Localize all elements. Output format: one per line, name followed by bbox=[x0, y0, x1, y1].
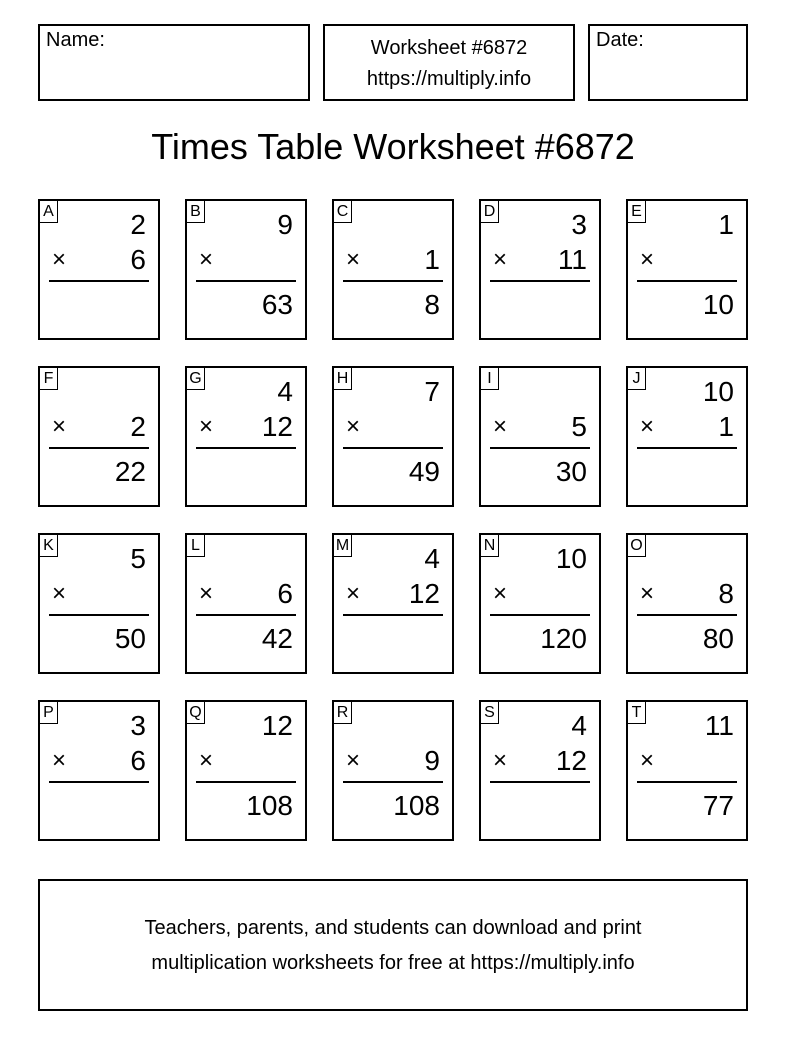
product: 108 bbox=[246, 790, 293, 821]
times-sign: × bbox=[493, 747, 508, 774]
date-label: Date: bbox=[596, 29, 644, 51]
multiplier: 6 bbox=[130, 244, 146, 275]
worksheet-info-box bbox=[323, 24, 575, 101]
answer-line bbox=[49, 447, 149, 449]
name-label: Name: bbox=[46, 29, 105, 51]
footer-box bbox=[38, 879, 748, 1011]
multiplicand: 10 bbox=[555, 543, 587, 574]
multiplier: 8 bbox=[718, 578, 734, 609]
problem-box bbox=[626, 533, 748, 674]
problem-letter: G bbox=[187, 368, 205, 390]
problem-box bbox=[185, 700, 307, 841]
answer-line bbox=[637, 781, 737, 783]
answer-line bbox=[343, 614, 443, 616]
answer-line bbox=[196, 447, 296, 449]
multiplier: 1 bbox=[718, 411, 734, 442]
footer-line-2: multiplication worksheets for free at https://multiply.info bbox=[151, 952, 635, 974]
problem-letter: P bbox=[40, 702, 58, 724]
problem-box bbox=[626, 366, 748, 507]
product: 63 bbox=[261, 289, 293, 320]
problem-box bbox=[332, 199, 454, 340]
problem-box bbox=[332, 533, 454, 674]
product: 77 bbox=[702, 790, 734, 821]
answer-line bbox=[49, 280, 149, 282]
product: 108 bbox=[393, 790, 440, 821]
times-sign: × bbox=[493, 580, 508, 607]
answer-line bbox=[343, 781, 443, 783]
product: 120 bbox=[540, 623, 587, 654]
answer-line bbox=[343, 280, 443, 282]
problem-letter: Q bbox=[187, 702, 205, 724]
problem-letter: H bbox=[334, 368, 352, 390]
times-sign: × bbox=[52, 413, 67, 440]
multiplier: 1 bbox=[424, 244, 440, 275]
multiplicand: 3 bbox=[130, 710, 146, 741]
product: 80 bbox=[702, 623, 734, 654]
multiplicand: 10 bbox=[702, 376, 734, 407]
multiplier: 11 bbox=[557, 244, 587, 275]
problem-box bbox=[38, 366, 160, 507]
answer-line bbox=[637, 280, 737, 282]
multiplicand: 9 bbox=[277, 209, 293, 240]
date-field[interactable] bbox=[588, 24, 748, 101]
times-sign: × bbox=[199, 413, 214, 440]
multiplier: 9 bbox=[424, 745, 440, 776]
answer-line bbox=[637, 447, 737, 449]
times-sign: × bbox=[346, 413, 361, 440]
problem-letter: S bbox=[481, 702, 499, 724]
answer-line bbox=[637, 614, 737, 616]
problem-letter: D bbox=[481, 201, 499, 223]
multiplier: 6 bbox=[130, 745, 146, 776]
multiplicand: 1 bbox=[718, 209, 734, 240]
multiplicand: 12 bbox=[261, 710, 293, 741]
answer-line bbox=[49, 614, 149, 616]
times-sign: × bbox=[640, 413, 655, 440]
problem-box bbox=[185, 366, 307, 507]
product: 42 bbox=[261, 623, 293, 654]
product: 49 bbox=[408, 456, 440, 487]
times-sign: × bbox=[493, 246, 508, 273]
multiplier: 12 bbox=[408, 578, 440, 609]
problem-box bbox=[332, 700, 454, 841]
worksheet-number: Worksheet #6872 bbox=[370, 37, 528, 59]
answer-line bbox=[196, 280, 296, 282]
problem-letter: F bbox=[40, 368, 58, 390]
answer-line bbox=[343, 447, 443, 449]
times-sign: × bbox=[640, 246, 655, 273]
page-title: Times Table Worksheet #6872 bbox=[151, 126, 635, 167]
problem-box bbox=[332, 366, 454, 507]
problem-box bbox=[479, 533, 601, 674]
problem-box bbox=[38, 533, 160, 674]
multiplicand: 2 bbox=[130, 209, 146, 240]
answer-line bbox=[490, 614, 590, 616]
multiplicand: 7 bbox=[424, 376, 440, 407]
problem-letter: T bbox=[628, 702, 646, 724]
multiplicand: 4 bbox=[571, 710, 587, 741]
problem-letter: M bbox=[334, 535, 352, 557]
problem-box bbox=[185, 199, 307, 340]
multiplicand: 4 bbox=[424, 543, 440, 574]
product: 8 bbox=[424, 289, 440, 320]
times-sign: × bbox=[199, 246, 214, 273]
times-sign: × bbox=[199, 747, 214, 774]
problem-box bbox=[479, 700, 601, 841]
times-sign: × bbox=[52, 246, 67, 273]
multiplicand: 3 bbox=[571, 209, 587, 240]
answer-line bbox=[490, 280, 590, 282]
multiplier: 12 bbox=[555, 745, 587, 776]
answer-line bbox=[196, 614, 296, 616]
problem-box bbox=[38, 199, 160, 340]
multiplier: 2 bbox=[130, 411, 146, 442]
multiplicand: 11 bbox=[704, 710, 734, 741]
multiplicand: 5 bbox=[130, 543, 146, 574]
problem-letter: E bbox=[628, 201, 646, 223]
footer-line-1: Teachers, parents, and students can download and print bbox=[144, 917, 642, 939]
multiplier: 12 bbox=[261, 411, 293, 442]
answer-line bbox=[196, 781, 296, 783]
problem-letter: N bbox=[481, 535, 499, 557]
problem-box bbox=[185, 533, 307, 674]
product: 50 bbox=[114, 623, 146, 654]
problem-letter: R bbox=[334, 702, 352, 724]
problem-letter: J bbox=[628, 368, 646, 390]
problem-letter: C bbox=[334, 201, 352, 223]
times-sign: × bbox=[346, 747, 361, 774]
problem-box bbox=[479, 199, 601, 340]
multiplier: 5 bbox=[571, 411, 587, 442]
product: 10 bbox=[702, 289, 734, 320]
problem-letter: O bbox=[628, 535, 646, 557]
times-sign: × bbox=[640, 747, 655, 774]
problem-box bbox=[626, 199, 748, 340]
times-sign: × bbox=[640, 580, 655, 607]
problem-box bbox=[479, 366, 601, 507]
multiplicand: 4 bbox=[277, 376, 293, 407]
problem-letter: L bbox=[187, 535, 205, 557]
problem-box bbox=[38, 700, 160, 841]
times-sign: × bbox=[493, 413, 508, 440]
answer-line bbox=[490, 781, 590, 783]
times-sign: × bbox=[346, 246, 361, 273]
answer-line bbox=[49, 781, 149, 783]
times-sign: × bbox=[346, 580, 361, 607]
times-sign: × bbox=[52, 580, 67, 607]
product: 30 bbox=[555, 456, 587, 487]
problem-letter: A bbox=[40, 201, 58, 223]
problem-letter: I bbox=[481, 368, 499, 390]
worksheet-url: https://multiply.info bbox=[366, 68, 532, 90]
times-sign: × bbox=[199, 580, 214, 607]
problem-letter: K bbox=[40, 535, 58, 557]
name-field[interactable] bbox=[38, 24, 310, 101]
answer-line bbox=[490, 447, 590, 449]
multiplier: 6 bbox=[277, 578, 293, 609]
times-sign: × bbox=[52, 747, 67, 774]
problem-letter: B bbox=[187, 201, 205, 223]
product: 22 bbox=[114, 456, 146, 487]
problem-box bbox=[626, 700, 748, 841]
